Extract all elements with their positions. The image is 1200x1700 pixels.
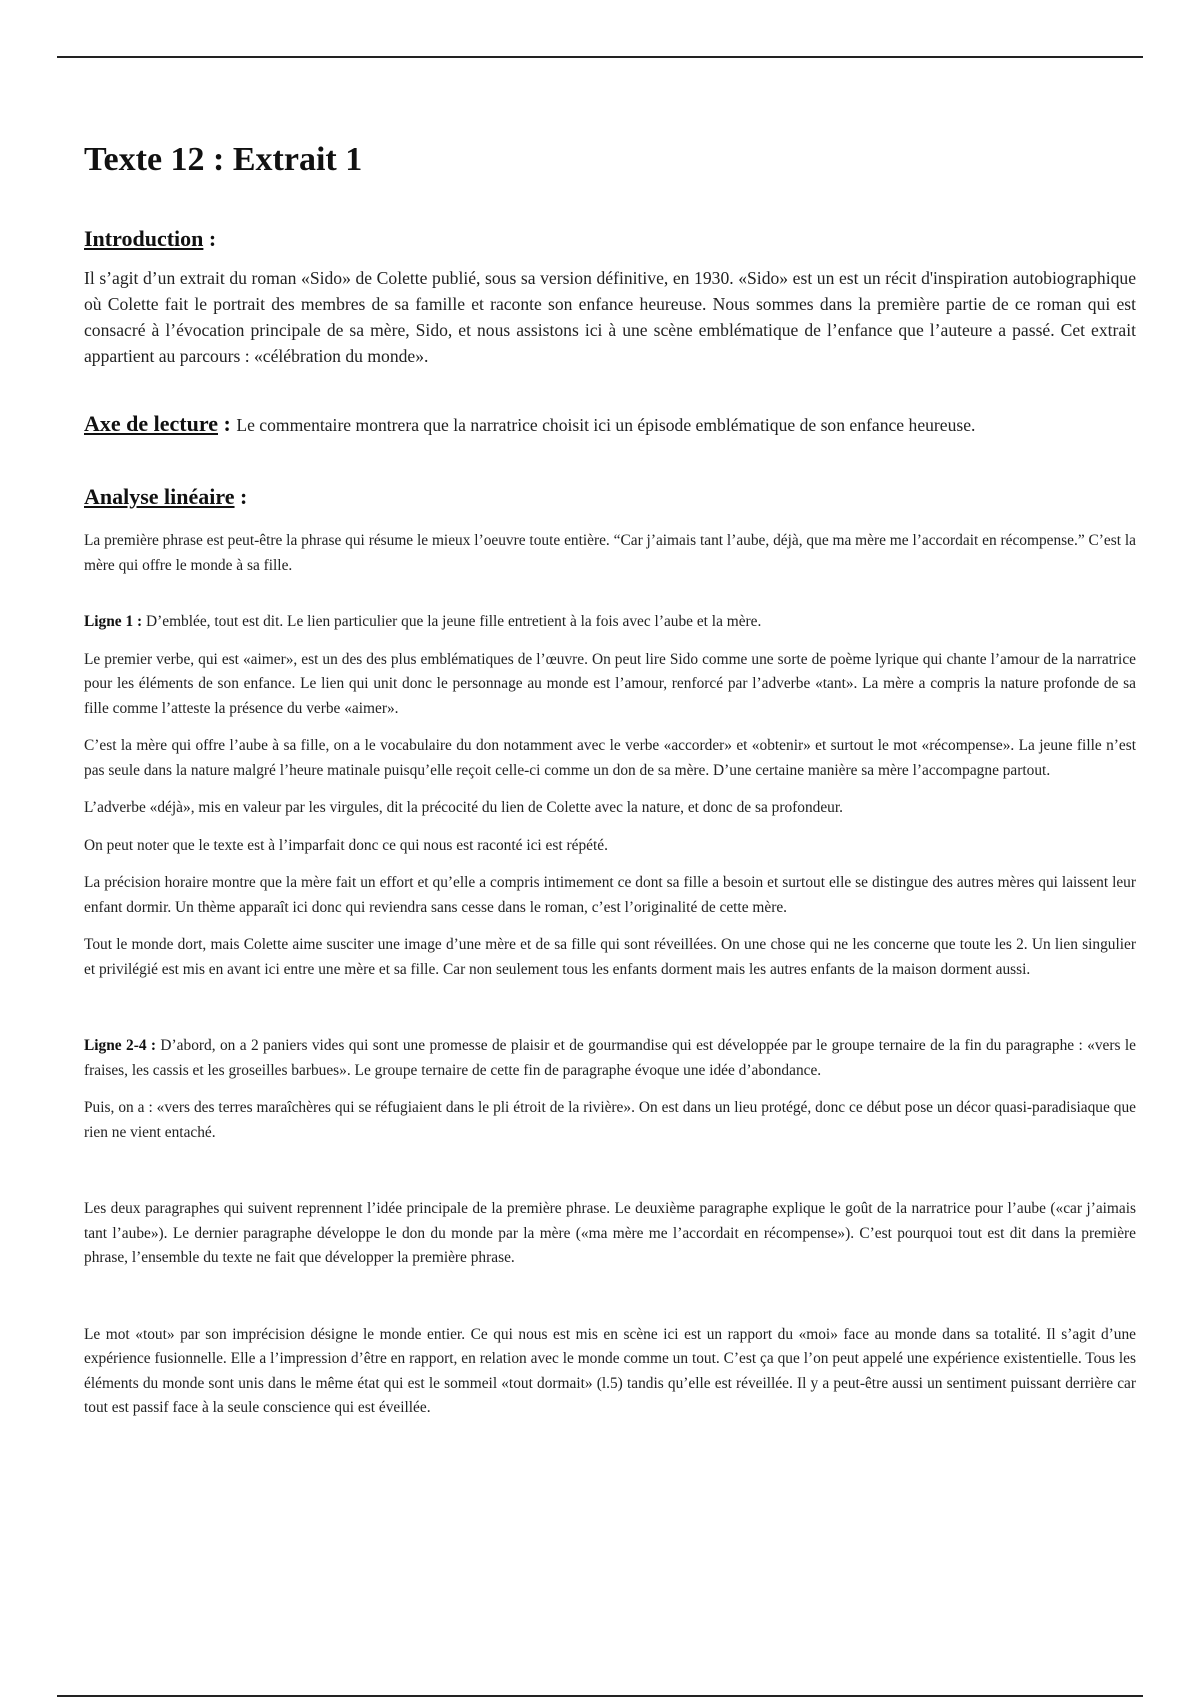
analyse-heading — [84, 482, 1136, 512]
analyse-paragraph-3: C’est la mère qui offre l’aube à sa fille, on a le vocabulaire du don notamment avec le verbe «accorder» et «obtenir» et surtout le mot «récompense». La jeune fille n’est pas seule dans la nature malgré l’heure matinale puisqu’elle reçoit celle-ci comme un don de sa mère. D’une certaine manière sa mère l’accompagne partout. — [84, 737, 1136, 779]
ligne-2-4-paragraph — [84, 1034, 1136, 1083]
axe-heading-label: Axe de lecture — [84, 411, 218, 436]
top-rule — [57, 56, 1143, 58]
analyse-paragraph-6: La précision horaire montre que la mère fait un effort et qu’elle a compris intimement ce dont sa fille a besoin et surtout elle se distingue des autres mères qui laissent leur enfant dormir. Un thème apparaît ici donc qui reviendra sans cesse dans le roman, c’est l’originalité de cette mère. — [84, 874, 1136, 916]
introduction-paragraph: Il s’agit d’un extrait du roman «Sido» de Colette publié, sous sa version définitive, en 1930. «Sido» est un est un récit d'inspiration autobiographique où Colette fait le portrait des membres de sa famille et raconte son enfance heureuse. Nous sommes dans la première partie de ce roman qui est consacré à l’évocation principale de sa mère, Sido, et nous assistons ici à une scène emblématique de l’enfance que l’auteure a passé. Cet extrait appartient au parcours : «célébration du monde». — [84, 268, 1136, 366]
analyse-paragraph-2: Le premier verbe, qui est «aimer», est un des des plus emblématiques de l’œuvre. On peut lire Sido comme une sorte de poème lyrique qui chante l’amour de la narratrice pour les éléments de son enfance. Le lien qui unit donc le personnage au monde est l’amour, renforcé par l’adverbe «tant». La mère a compris la nature profonde de sa fille comme l’atteste la présence du verbe «aimer». — [84, 650, 1136, 717]
analyse-paragraph-9: Les deux paragraphes qui suivent reprennent l’idée principale de la première phrase. Le deuxième paragraphe explique le goût de la narratrice pour l’aube («car j’aimais tant l’aube»). Le dernier paragraphe développe le don du monde par la mère («ma mère me l’accordait en récompense»). C’est pourquoi tout est dit dans la première phrase, l’ensemble du texte ne fait que développer la première phrase. — [84, 1200, 1136, 1266]
ligne-1-label: Ligne 1 : — [84, 613, 143, 630]
axe-de-lecture — [84, 409, 1136, 440]
axe-heading-colon: : — [218, 411, 237, 436]
ligne-2-4-label: Ligne 2-4 : — [84, 1037, 157, 1054]
introduction-heading — [84, 224, 1136, 254]
introduction-heading-colon: : — [203, 226, 217, 251]
ligne-1-text: D’emblée, tout est dit. Le lien particulier que la jeune fille entretient à la fois avec l’aube et la mère. — [142, 613, 762, 630]
ligne-2-4-text: D’abord, on a 2 paniers vides qui sont une promesse de plaisir et de gourmandise qui est développée par le groupe ternaire de la fin du paragraphe : «vers le fraises, les cassis et les groseilles barbues». Le groupe ternaire de cette fin de paragraphe évoque une idée d’abondance. — [84, 1037, 1136, 1079]
analyse-heading-label: Analyse linéaire — [84, 484, 235, 509]
analyse-paragraph-5: On peut noter que le texte est à l’imparfait donc ce qui nous est raconté ici est répété. — [84, 836, 608, 854]
analyse-paragraph-10: Le mot «tout» par son imprécision désigne le monde entier. Ce qui nous est mis en scène ici est un rapport du «moi» face au monde dans sa totalité. Il s’agit d’une expérience fusionnelle. Elle a l’impression d’être en rapport, en relation avec le monde comme un tout. C’est ça que l’on peut appelé une expérience existentielle. Tous les éléments du monde sont unis dans le même état qui est le sommeil «tout dormait» (l.5) tandis qu’elle est réveillée. Il y a peut-être aussi un sentiment puissant derrière car tout est passif face à la seule conscience qui est éveillée. — [84, 1325, 1136, 1416]
analyse-paragraph-1: La première phrase est peut-être la phrase qui résume le mieux l’oeuvre toute entière. “Car j’aimais tant l’aube, déjà, que ma mère me l’accordait en récompense.” C’est la mère qui offre le monde à sa fille. — [84, 532, 1136, 574]
axe-text: Le commentaire montrera que la narratrice choisit ici un épisode emblématique de son enfance heureuse. — [236, 415, 976, 435]
ligne-1-paragraph — [84, 610, 1136, 635]
bottom-rule — [57, 1695, 1143, 1697]
analyse-paragraph-4: L’adverbe «déjà», mis en valeur par les virgules, dit la précocité du lien de Colette avec la nature, et donc de sa profondeur. — [84, 799, 843, 816]
document-body — [84, 138, 1136, 1421]
analyse-paragraph-8: Puis, on a : «vers des terres maraîchères qui se réfugiaient dans le pli étroit de la rivière». On est dans un lieu protégé, donc ce début pose un décor quasi-paradisiaque que rien ne vient entaché. — [84, 1099, 1136, 1141]
introduction-heading-label: Introduction — [84, 226, 204, 251]
analyse-heading-colon: : — [234, 484, 248, 509]
page-title: Texte 12 : Extrait 1 — [84, 141, 363, 178]
analyse-paragraph-7: Tout le monde dort, mais Colette aime susciter une image d’une mère et de sa fille qui sont réveillées. On une chose qui ne les concerne que toute les 2. Un lien singulier et privilégié est mis en avant ici entre une mère et sa fille. Car non seulement tous les enfants dorment mais les autres enfants de la maison dorment aussi. — [84, 936, 1136, 978]
